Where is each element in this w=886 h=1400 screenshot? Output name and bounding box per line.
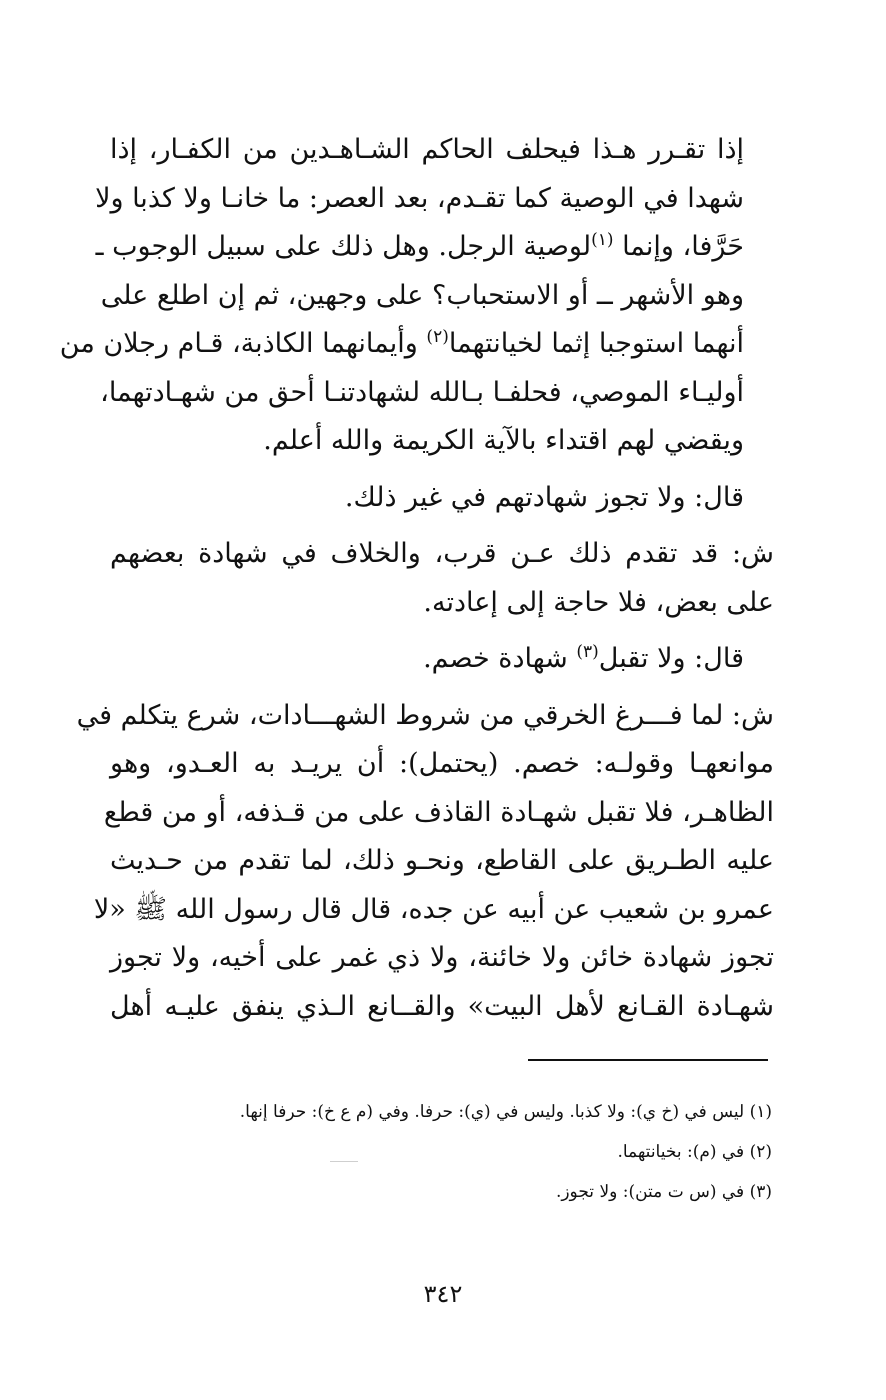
text-line: عمرو بن شعيب عن أبيه عن جده، قال قال رسول الله ﷺ «لا: [93, 893, 774, 925]
scan-speck: [330, 1161, 358, 1162]
text-segment: وأيمانهما الكاذبة، قـام رجلان من: [59, 328, 418, 359]
text-line: موانعهـا وقولـه: خصم. (يحتمل): أن يريـد به العـدو، وهو: [110, 748, 774, 779]
footnote-3: (٣) في (س ت متن): ولا تجوز.: [555, 1182, 772, 1202]
main-text-block: [59, 126, 774, 1031]
text-line: عليه الطـريق على القاطع، ونحـو ذلك، لما تقدم من حـديث: [110, 845, 774, 876]
text-line-with-footnote: [95, 223, 774, 272]
page-number: ٣٤٢: [423, 1280, 463, 1308]
text-line: ويقضي لهم اقتداء بالآية الكريمة والله أعلم.: [263, 425, 744, 456]
text-line-with-footnote: [110, 635, 774, 684]
text-segment: قال: ولا تقبل: [598, 643, 744, 674]
footnote-marker-2[interactable]: (٢): [426, 327, 449, 347]
text-line: أوليـاء الموصي، فحلفـا بـالله لشهادتنـا أحق من شهـادتهما،: [100, 376, 744, 408]
footnote-marker-3[interactable]: (٣): [576, 642, 599, 662]
paragraph-commentary-1: [59, 126, 774, 466]
text-line: شهـادة القـانع لأهل البيت» والقــانع الـذي ينفق عليـه أهل: [110, 990, 774, 1022]
text-segment: لوصية الرجل. وهل ذلك على سبيل الوجوب ـ: [95, 231, 592, 262]
paragraph-commentary-3: [76, 692, 774, 1032]
footnote-divider: [528, 1059, 768, 1061]
paragraph-commentary-2: [110, 530, 774, 627]
text-segment: شهادة خصم.: [423, 643, 568, 674]
text-line: على بعض، فلا حاجة إلى إعادته.: [423, 586, 774, 618]
text-line: وهو الأشهر ــ أو الاستحباب؟ على وجهين، ثم إن اطلع على: [100, 279, 744, 311]
text-line: الظاهـر، فلا تقبل شهـادة القاذف على من قـذفه، أو من قطع: [103, 796, 774, 828]
text-line: شهدا في الوصية كما تقـدم، بعد العصر: ما خانـا ولا كذبا ولا: [95, 182, 744, 214]
text-line-with-footnote: [59, 320, 774, 369]
footnote-2: (٢) في (م): بخيانتهما.: [617, 1142, 772, 1162]
paragraph-matn-1: [110, 474, 774, 523]
footnote-marker-1[interactable]: (١): [591, 230, 614, 250]
text-line: قال: ولا تجوز شهادتهم في غير ذلك.: [344, 481, 744, 513]
footnotes-section: [112, 1092, 772, 1212]
text-line: إذا تقـرر هـذا فيحلف الحاكم الشـاهـدين من الكفـار، إذا: [110, 134, 744, 165]
text-line: ش: لما فـــرغ الخرقي من شروط الشهـــادات، شرع يتكلم في: [76, 699, 774, 731]
text-line: تجوز شهادة خائن ولا خائنة، ولا ذي غمر على أخيه، ولا تجوز: [110, 942, 774, 973]
text-line: ش: قد تقدم ذلك عـن قرب، والخلاف في شهادة بعضهم: [110, 538, 774, 569]
text-segment: أنهما استوجبا إثما لخيانتهما: [448, 328, 744, 359]
footnote-1: (١) ليس في (خ ي): ولا كذبا. وليس في (ي): حرفا. وفي (م ع خ): حرفا إنها.: [239, 1102, 772, 1122]
paragraph-matn-2: [110, 635, 774, 684]
text-segment: حَرَّفا، وإنما: [622, 231, 744, 262]
